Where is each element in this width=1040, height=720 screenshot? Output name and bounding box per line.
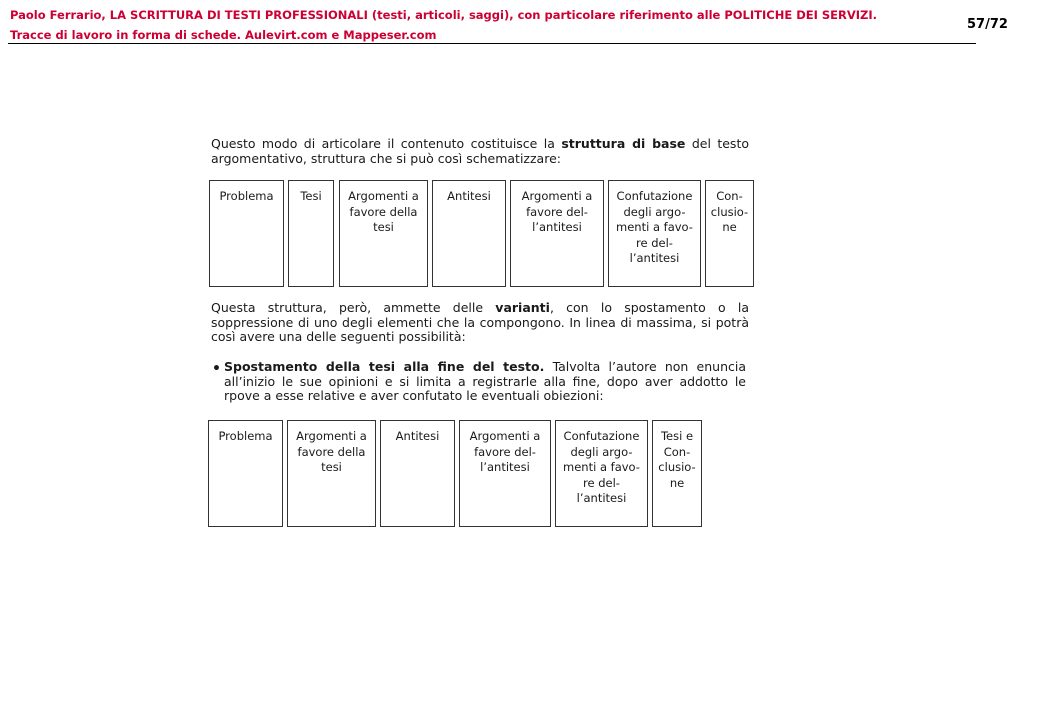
para2-bold-term: varianti bbox=[495, 300, 550, 315]
para1-bold-term: struttura di base bbox=[561, 136, 686, 151]
para1-text-after: del testo argomentativo, struttura che si può così schematizzare: bbox=[211, 136, 749, 166]
para1-text-before: Questo modo di articolare il contenuto costituisce la bbox=[211, 136, 562, 151]
bullet-marker: • bbox=[212, 361, 221, 377]
header-line-1: Paolo Ferrario, LA SCRITTURA DI TESTI PROFESSIONALI (testi, articoli, saggi), con particolare riferimento alle POLITICHE DEI SERVIZI. bbox=[10, 8, 878, 22]
para2-text-before: Questa struttura, però, ammette delle bbox=[211, 300, 496, 315]
diagram1-box-confutazione: Confutazione degli argo- menti a favo- re del- l’antitesi bbox=[608, 180, 701, 287]
diagram2-box-tesi-conclusione: Tesi e Con- clusio- ne bbox=[652, 420, 702, 527]
header-line-2: Tracce di lavoro in forma di schede. Aulevirt.com e Mappeser.com bbox=[10, 28, 437, 42]
diagram1-box-antitesi: Antitesi bbox=[432, 180, 506, 287]
diagram1-box-argomenti-antitesi: Argomenti a favore del- l’antitesi bbox=[510, 180, 604, 287]
paragraph-base-structure bbox=[211, 137, 749, 166]
page-number: 57/72 bbox=[967, 17, 1008, 32]
bullet1-bold-title: Spostamento della tesi alla fine del testo. bbox=[224, 359, 545, 374]
diagram1-box-tesi: Tesi bbox=[288, 180, 334, 287]
diagram1-box-argomenti-tesi: Argomenti a favore della tesi bbox=[339, 180, 428, 287]
header-divider bbox=[8, 43, 976, 44]
diagram2-box-antitesi: Antitesi bbox=[380, 420, 455, 527]
bullet1-text: Talvolta l’autore non enuncia all’inizio le sue opinioni e si limita a registrarle alla fine, dopo aver addotto le rpove a esse relative e aver confutato le eventuali obiezioni: bbox=[224, 359, 746, 403]
diagram1-box-problema: Problema bbox=[209, 180, 284, 287]
diagram2-box-argomenti-tesi: Argomenti a favore della tesi bbox=[287, 420, 376, 527]
diagram1-box-conclusione: Con- clusio- ne bbox=[705, 180, 754, 287]
diagram2-box-argomenti-antitesi: Argomenti a favore del- l’antitesi bbox=[459, 420, 551, 527]
scanned-page-image bbox=[200, 128, 760, 538]
para2-text-after: , con lo spostamento o la soppressione di uno degli elementi che la compongono. In linea di massima, si potrà così avere una delle seguenti possibilità: bbox=[211, 300, 749, 344]
bullet-thesis-at-end bbox=[224, 360, 746, 404]
diagram2-box-confutazione: Confutazione degli argo- menti a favo- re del- l’antitesi bbox=[555, 420, 648, 527]
paragraph-variants bbox=[211, 301, 749, 345]
diagram2-box-problema: Problema bbox=[208, 420, 283, 527]
